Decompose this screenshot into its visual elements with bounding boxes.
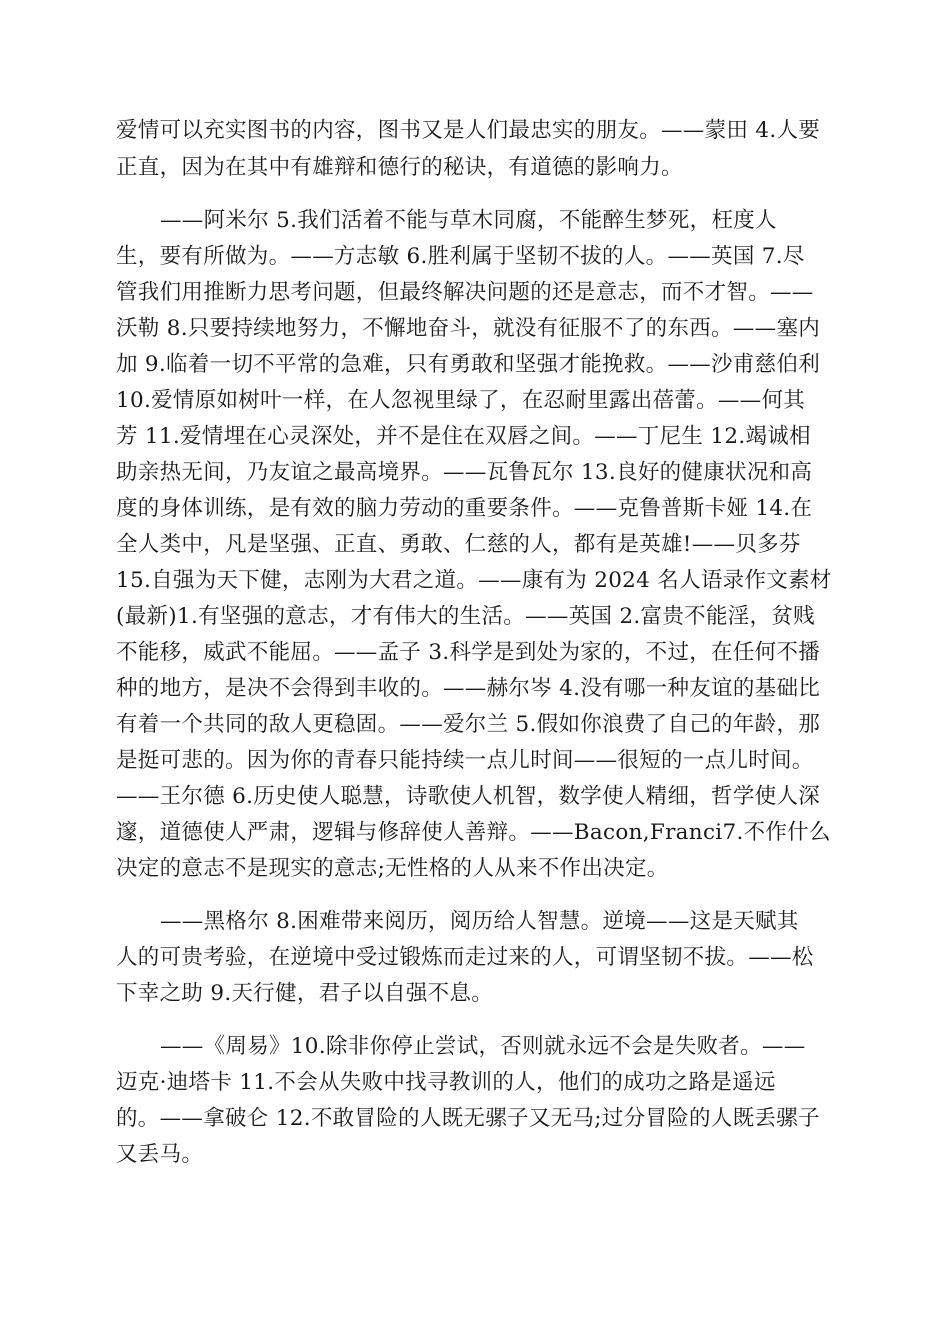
text-line: 下幸之助 9.天行健，君子以自强不息。 xyxy=(116,981,494,1006)
text-line: 人的可贵考验，在逆境中受过锻炼而走过来的人，可谓坚韧不拔。——松 xyxy=(116,945,814,970)
text-line: 沃勒 8.只要持续地努力，不懈地奋斗，就没有征服不了的东西。——塞内 xyxy=(116,316,821,341)
text-line: 种的地方，是决不会得到丰收的。——赫尔岑 4.没有哪一种友谊的基础比 xyxy=(116,676,821,701)
text-line: 又丢马。 xyxy=(116,1142,204,1167)
text-line: 正直，因为在其中有雄辩和德行的秘诀，有道德的影响力。 xyxy=(116,155,683,180)
text-line: 15.自强为天下健，志刚为大君之道。——康有为 2024 名人语录作文素材 xyxy=(116,568,832,593)
text-line: 决定的意志不是现实的意志;无性格的人从来不作出决定。 xyxy=(116,856,669,881)
text-line: 管我们用推断力思考问题，但最终解决问题的还是意志，而不才智。—— xyxy=(116,280,814,305)
text-line: ——《周易》10.除非你停止尝试，否则就永远不会是失败者。—— xyxy=(160,1034,806,1059)
text-line: 助亲热无间，乃友谊之最高境界。——瓦鲁瓦尔 13.良好的健康状况和高 xyxy=(116,460,813,485)
text-line: ——王尔德 6.历史使人聪慧，诗歌使人机智，数学使人精细，哲学使人深 xyxy=(116,784,821,809)
text-line: ——阿米尔 5.我们活着不能与草木同腐，不能醉生梦死，枉度人 xyxy=(160,208,777,233)
text-line: (最新)1.有坚强的意志，才有伟大的生活。——英国 2.富贵不能淫，贫贱 xyxy=(116,604,815,629)
text-line: 爱情可以充实图书的内容，图书又是人们最忠实的朋友。——蒙田 4.人要 xyxy=(116,118,821,143)
text-line: 迈克·迪塔卡 11.不会从失败中找寻教训的人，他们的成功之路是遥远 xyxy=(116,1070,776,1095)
text-line: 不能移，威武不能屈。——孟子 3.科学是到处为家的，不过，在任何不播 xyxy=(116,640,821,665)
text-line: 10.爱情原如树叶一样，在人忽视里绿了，在忍耐里露出蓓蕾。——何其 xyxy=(116,388,806,413)
text-line: 芳 11.爱情埋在心灵深处，并不是住在双唇之间。——丁尼生 12.竭诚相 xyxy=(116,424,811,449)
text-line: 度的身体训练，是有效的脑力劳动的重要条件。——克鲁普斯卡娅 14.在 xyxy=(116,496,813,521)
text-line: ——黑格尔 8.困难带来阅历，阅历给人智慧。逆境——这是天赋其 xyxy=(160,909,799,934)
text-line: 邃，道德使人严肃，逻辑与修辞使人善辩。——Bacon,Franci7.不作什么 xyxy=(116,820,831,845)
text-line: 有着一个共同的敌人更稳固。——爱尔兰 5.假如你浪费了自己的年龄，那 xyxy=(116,712,821,737)
text-line: 生，要有所做为。——方志敏 6.胜利属于坚韧不拔的人。——英国 7.尽 xyxy=(116,244,805,269)
text-line: 是挺可悲的。因为你的青春只能持续一点儿时间——很短的一点儿时间。 xyxy=(116,748,814,773)
text-line: 加 9.临着一切不平常的急难，只有勇敢和坚强才能挽救。——沙甫慈伯利 xyxy=(116,352,821,377)
text-line: 的。——拿破仑 12.不敢冒险的人既无骡子又无马;过分冒险的人既丢骡子 xyxy=(116,1106,820,1131)
text-line: 全人类中，凡是坚强、正直、勇敢、仁慈的人，都有是英雄!——贝多芬 xyxy=(116,532,801,557)
